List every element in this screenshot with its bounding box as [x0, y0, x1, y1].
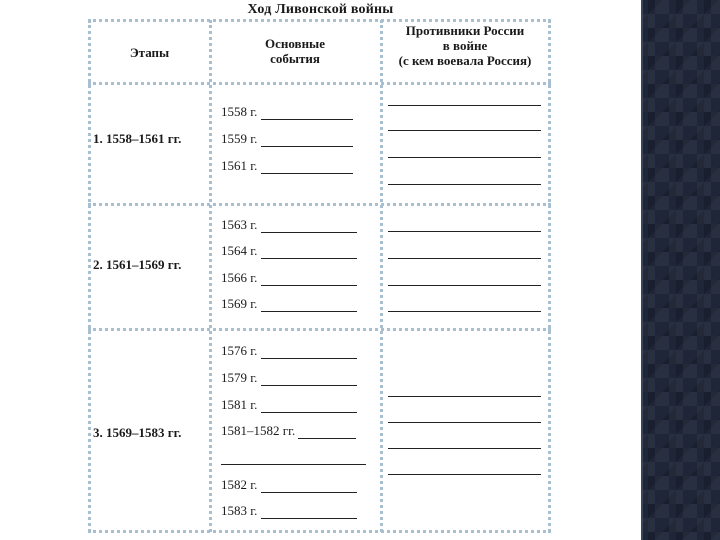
stage-3-event-5: 1582 г.: [221, 477, 357, 493]
stage-3-label: 3. 1569–1583 гг.: [93, 425, 182, 440]
table-border-top: [88, 19, 551, 22]
header-opponents-line3: (с кем воевала Россия): [398, 53, 532, 68]
stage-3-event-6: 1583 г.: [221, 503, 357, 519]
answer-blank-continuation[interactable]: [221, 464, 366, 465]
answer-blank[interactable]: [261, 273, 357, 286]
stage-2-event-2: 1564 г.: [221, 243, 357, 259]
header-divider: [88, 82, 551, 85]
answer-blank[interactable]: [261, 220, 357, 233]
row-divider-2: [88, 328, 551, 331]
header-stages: Этапы: [129, 45, 170, 60]
table-border-right: [548, 20, 551, 532]
row-divider-1: [88, 203, 551, 206]
answer-blank[interactable]: [261, 506, 357, 519]
answer-blank[interactable]: [261, 299, 357, 312]
opponent-blank[interactable]: [388, 231, 541, 232]
stage-2-event-1: 1563 г.: [221, 217, 357, 233]
decorative-side-panel: [641, 0, 720, 540]
answer-blank[interactable]: [261, 346, 357, 359]
stage-1-label: 1. 1558–1561 гг.: [93, 131, 182, 146]
stage-3-event-3: 1581 г.: [221, 397, 357, 413]
answer-blank[interactable]: [261, 246, 357, 259]
answer-blank[interactable]: [261, 107, 353, 120]
answer-blank[interactable]: [261, 161, 353, 174]
table-border-bottom: [88, 530, 551, 533]
stage-3-event-2: 1579 г.: [221, 370, 357, 386]
stage-3-event-4: 1581–1582 гг.: [221, 423, 356, 439]
column-divider-1: [209, 20, 212, 532]
answer-blank[interactable]: [298, 426, 356, 439]
opponent-blank[interactable]: [388, 285, 541, 286]
column-divider-2: [380, 20, 383, 532]
header-opponents-line1: Противники России: [405, 23, 525, 38]
answer-blank[interactable]: [261, 400, 357, 413]
answer-blank[interactable]: [261, 480, 357, 493]
stage-2-label: 2. 1561–1569 гг.: [93, 257, 182, 272]
opponent-blank[interactable]: [388, 157, 541, 158]
answer-blank[interactable]: [261, 134, 353, 147]
header-events-line1: Основные: [265, 36, 325, 51]
opponent-blank[interactable]: [388, 184, 541, 185]
table-border-left: [88, 20, 91, 532]
opponent-blank[interactable]: [388, 396, 541, 397]
stage-2-event-4: 1569 г.: [221, 296, 357, 312]
opponent-blank[interactable]: [388, 258, 541, 259]
header-opponents-line2: в войне: [442, 38, 488, 53]
stage-1-event-1: 1558 г.: [221, 104, 353, 120]
stage-3-event-1: 1576 г.: [221, 343, 357, 359]
opponent-blank[interactable]: [388, 422, 541, 423]
opponent-blank[interactable]: [388, 474, 541, 475]
header-opponents: [383, 23, 547, 68]
opponent-blank[interactable]: [388, 130, 541, 131]
document-title: Ход Ливонской войны: [247, 2, 394, 17]
stage-1-event-3: 1561 г.: [221, 158, 353, 174]
opponent-blank[interactable]: [388, 105, 541, 106]
stage-1-event-2: 1559 г.: [221, 131, 353, 147]
opponent-blank[interactable]: [388, 311, 541, 312]
answer-blank[interactable]: [261, 373, 357, 386]
stage-2-event-3: 1566 г.: [221, 270, 357, 286]
header-events: [212, 36, 378, 66]
header-events-line2: события: [270, 51, 320, 66]
opponent-blank[interactable]: [388, 448, 541, 449]
